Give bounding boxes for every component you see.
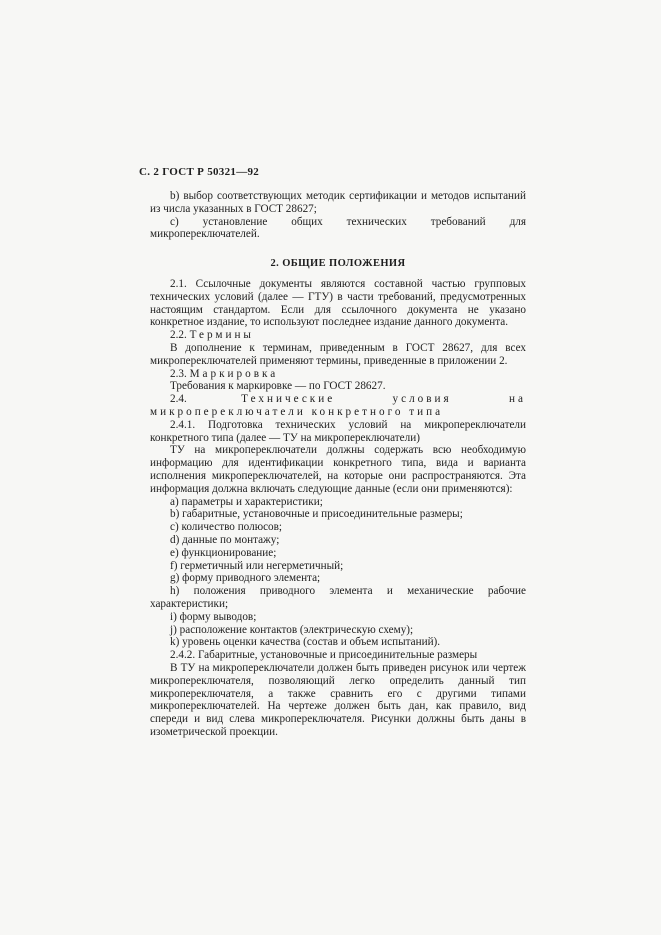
paragraph-2-3-title: Маркировка [189,367,279,380]
paragraph-2-2-number: 2.2. [170,329,187,342]
paragraph-2-2-title: Термины [189,329,254,342]
section-body [150,278,526,739]
intro-item-b: b) выбор соответствующих методик сертификации и методов испытаний из числа указанных в ГОСТ 28627; [150,190,526,215]
intro-item-c: с) установление общих технических требований для микропереключателей. [150,215,526,241]
list-item-h: h) положения приводного элемента и механические рабочие характеристики; [150,585,526,610]
paragraph-2-4-title: Технические условия на микропереключатели конкретного типа [150,393,527,418]
intro-block [150,190,526,241]
paragraph-2-4-2-heading: 2.4.2. Габаритные, установочные и присоединительные размеры [170,649,478,662]
list-item-e: е) функционирование; [170,546,277,559]
paragraph-2-4-1-heading: 2.4.1. Подготовка технических условий на микропереключатели конкретного типа (далее — ТУ на микропереключатели) [150,418,526,444]
list-item-f: f) герметичный или негерметичный; [170,559,344,572]
list-item-c: с) количество полюсов; [170,521,283,534]
paragraph-2-2-heading [150,329,526,342]
list-item-j: j) расположение контактов (электрическую схему); [170,623,414,636]
list-item-k: k) уровень оценки качества (состав и объем испытаний). [170,636,441,649]
list-item-g: g) форму приводного элемента; [170,572,321,585]
list-item-a: а) параметры и характеристики; [170,495,323,508]
list-item-b: b) габаритные, установочные и присоединительные размеры; [170,508,463,521]
paragraph-2-4-number: 2.4. [170,393,187,406]
paragraph-2-2-text: В дополнение к терминам, приведенным в ГОСТ 28627, для всех микропереключателей применяют термины, приведенные в приложении 2. [150,341,526,367]
paragraph-2-4-heading [150,393,526,419]
section-title: 2. ОБЩИЕ ПОЛОЖЕНИЯ [270,258,406,269]
paragraph-2-3-number: 2.3. [170,367,187,380]
page-header: С. 2 ГОСТ Р 50321—92 [139,166,260,178]
paragraph-2-3-heading [150,368,526,381]
paragraph-2-4-1-text: ТУ на микропереключатели должны содержать всю необходимую информацию для идентификации конкретного типа, вида и варианта исполнения микропереключателей, на которые они распространяются. Эта информация должна включать следующие данные (если они применяются): [150,444,526,495]
paragraph-2-1: 2.1. Ссылочные документы являются составной частью групповых технических условий (далее — ГТУ) в части требований, предусмотренных настоящим стандартом. Если для ссылочного документа не указано конкретное издание, то используют последнее издание данного документа. [150,278,526,329]
list-item-i: i) форму выводов; [170,610,257,623]
paragraph-2-4-2-text: В ТУ на микропереключатели должен быть приведен рисунок или чертеж микропереключателя, позволяющий легко определить данный тип микропереключателя, а также сравнить его с другими типами микропереключателей. На чертеже должен быть дан, как правило, вид спереди и вид слева микропереключателя. Рисунки должны быть даны в изометрической проекции. [150,661,526,738]
paragraph-2-3-text: Требования к маркировке — по ГОСТ 28627. [170,380,386,393]
list-item-d: d) данные по монтажу; [170,533,280,546]
